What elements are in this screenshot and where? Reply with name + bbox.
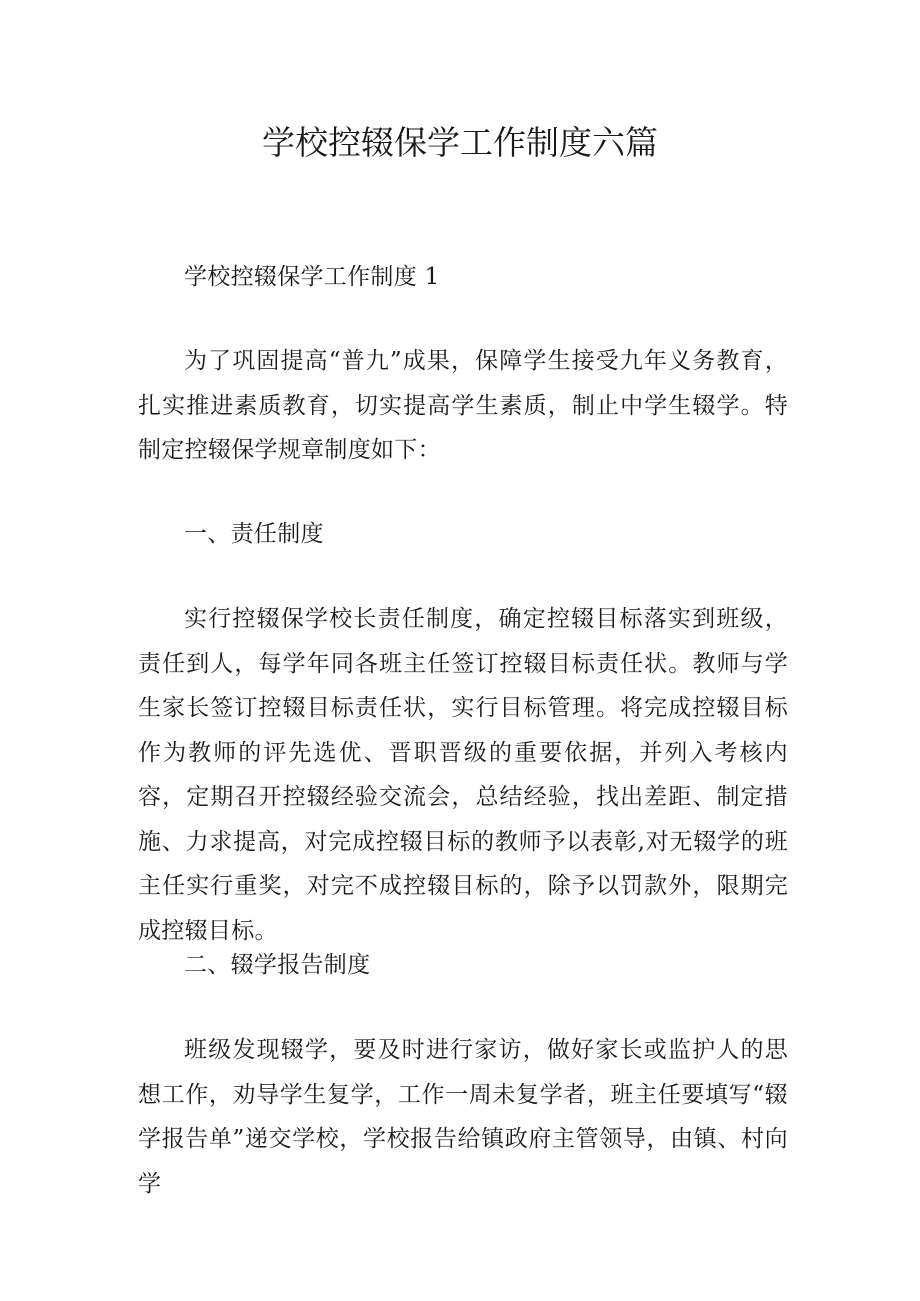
section-title: 学校控辍保学工作制度 1 — [184, 264, 440, 290]
dropout-report-paragraph: 班级发现辍学，要及时进行家访，做好家长或监护人的思想工作，劝导学生复学，工作一周未复学者，班主任要填写“辍学报告单”递交学校，学校报告给镇政府主管领导，由镇、村向学 — [138, 1037, 788, 1197]
document-title: 学校控辍保学工作制度六篇 — [262, 123, 658, 162]
heading-dropout-report-system: 二、辍学报告制度 — [184, 952, 371, 978]
responsibility-paragraph: 实行控辍保学校长责任制度，确定控辍目标落实到班级，责任到人，每学年同各班主任签订控辍目标责任状。教师与学生家长签订控辍目标责任状，实行目标管理。将完成控辍目标作为教师的评先选优、晋职晋级的重要依据，并列入考核内容，定期召开控辍经验交流会，总结经验，找出差距、制定措施、力求提高，对完成控辍目标的教师予以表彰,对无辍学的班主任实行重奖，对完不成控辍目标的，除予以罚款外，限期完成控辍目标。 — [138, 606, 788, 944]
heading-responsibility-system: 一、责任制度 — [184, 521, 324, 547]
intro-paragraph: 为了巩固提高“普九”成果，保障学生接受九年义务教育，扎实推进素质教育，切实提高学生素质，制止中学生辍学。特制定控辍保学规章制度如下： — [138, 348, 788, 463]
